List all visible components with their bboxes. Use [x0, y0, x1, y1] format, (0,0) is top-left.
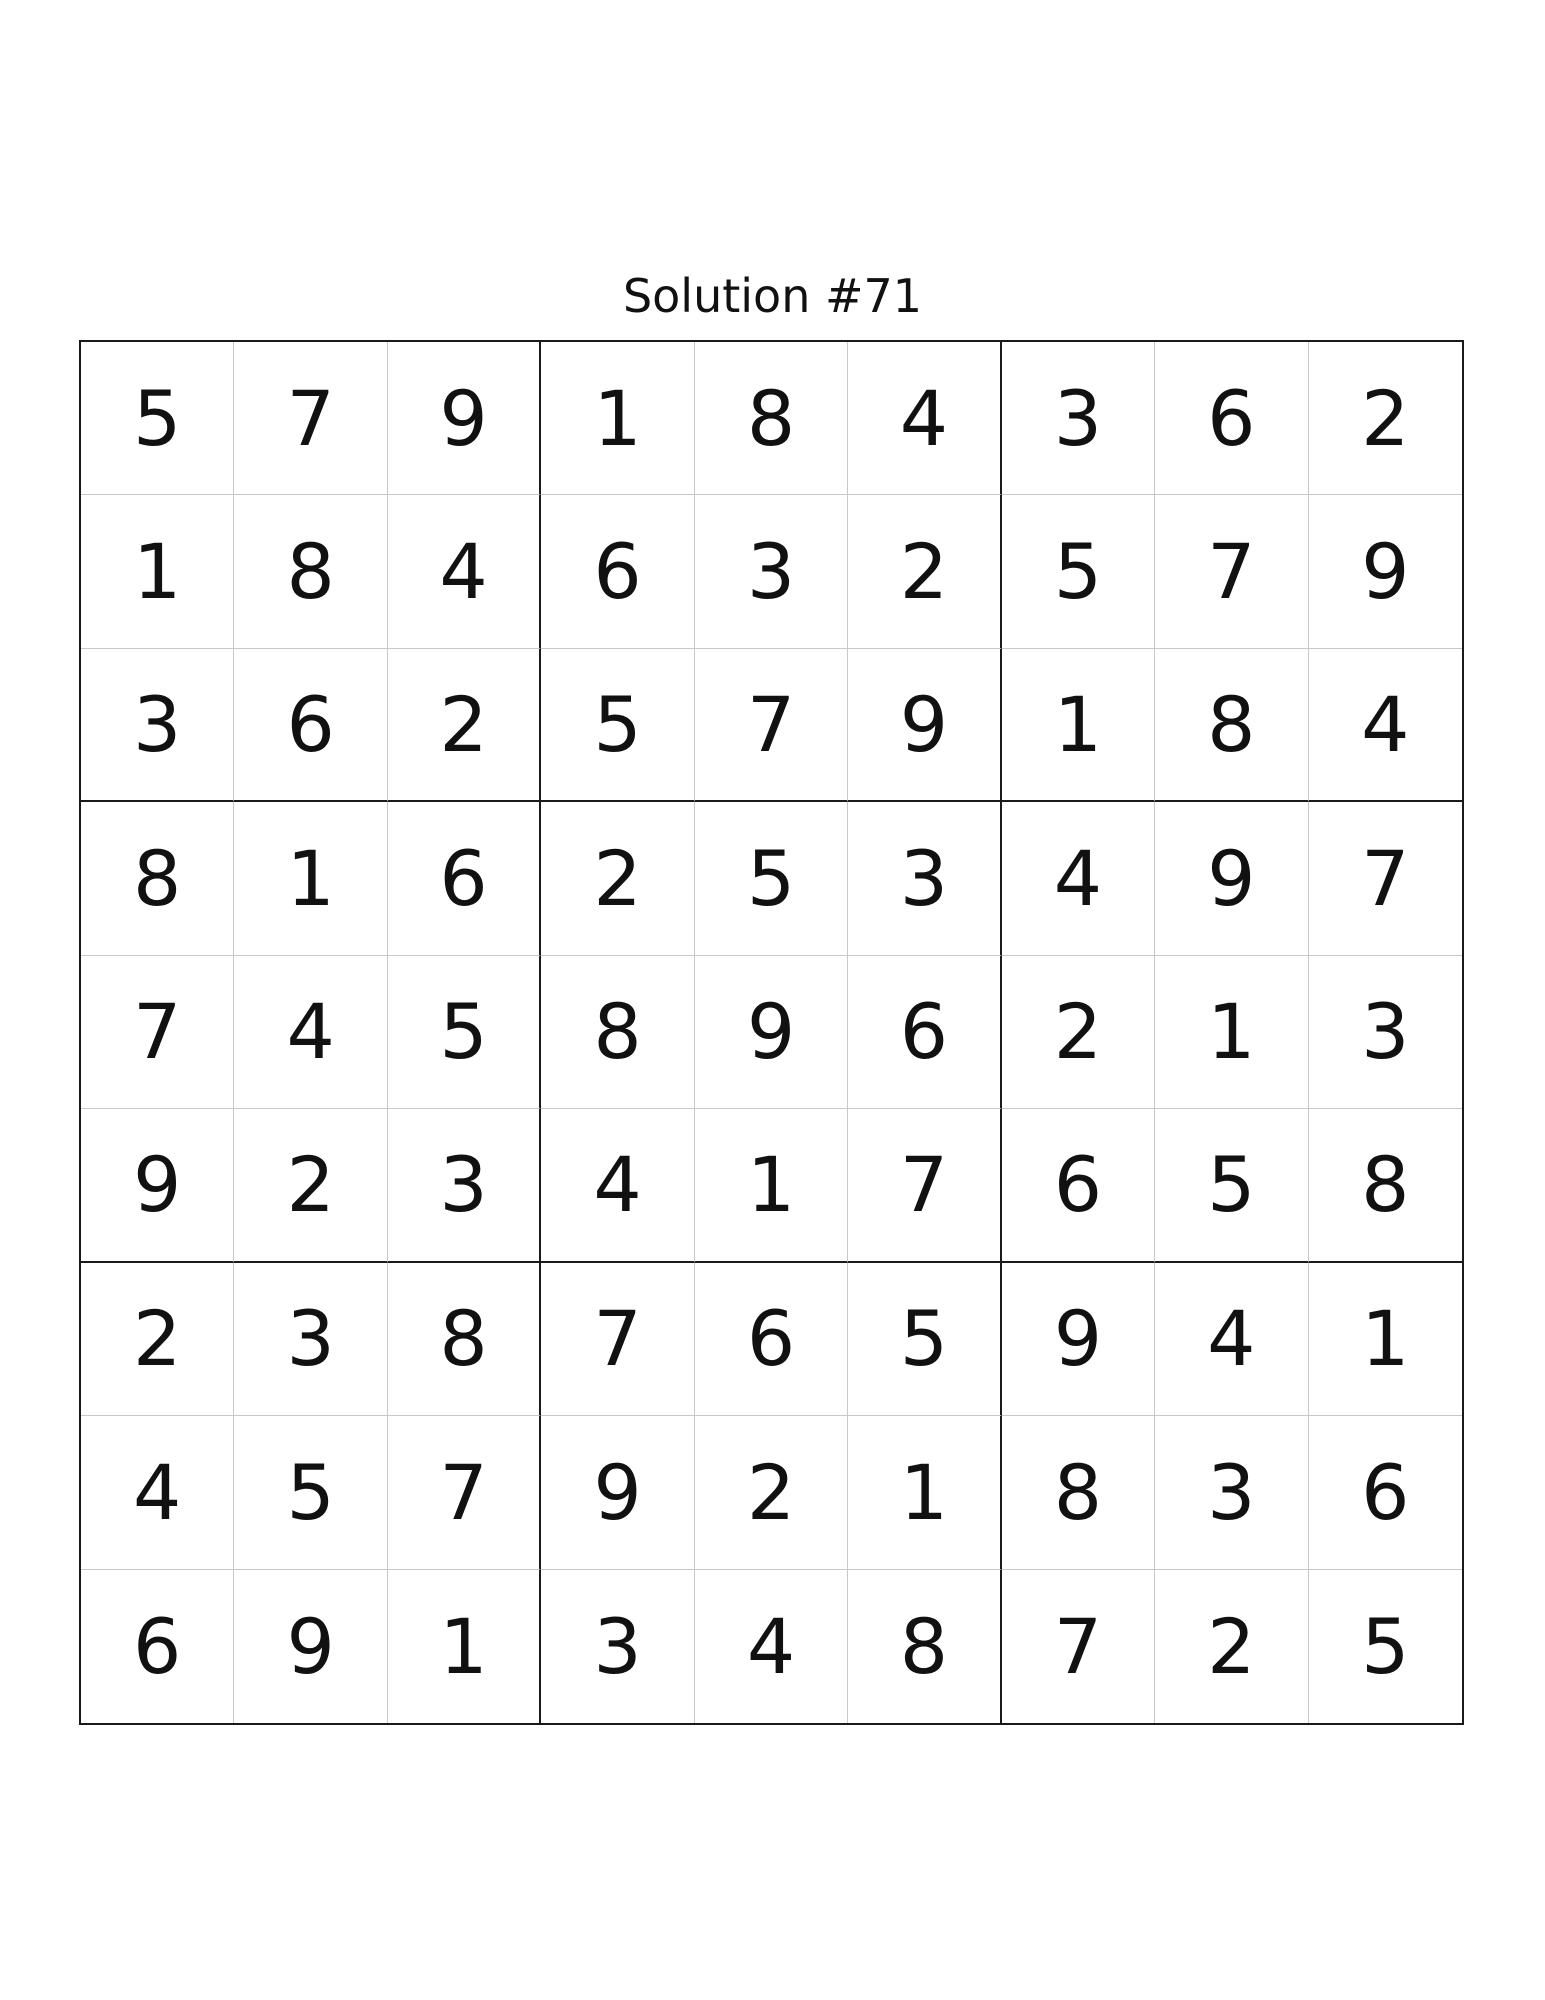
sudoku-cell: 1	[388, 1570, 541, 1723]
sudoku-cell: 9	[1155, 802, 1308, 955]
sudoku-cell: 5	[1155, 1109, 1308, 1262]
sudoku-cell: 2	[1309, 342, 1462, 495]
sudoku-cell: 6	[388, 802, 541, 955]
sudoku-cell: 7	[848, 1109, 1001, 1262]
sudoku-cell: 4	[1155, 1263, 1308, 1416]
sudoku-cell: 1	[695, 1109, 848, 1262]
sudoku-cell: 3	[388, 1109, 541, 1262]
sudoku-cell: 2	[848, 495, 1001, 648]
sudoku-cell: 2	[81, 1263, 234, 1416]
sudoku-cell: 9	[234, 1570, 387, 1723]
sudoku-cell: 8	[234, 495, 387, 648]
sudoku-cell: 3	[848, 802, 1001, 955]
puzzle-title: Solution #71	[622, 269, 923, 323]
sudoku-cell: 3	[234, 1263, 387, 1416]
sudoku-cell: 9	[695, 956, 848, 1109]
sudoku-cell: 9	[1309, 495, 1462, 648]
sudoku-cell: 8	[541, 956, 694, 1109]
sudoku-cell: 1	[848, 1416, 1001, 1569]
sudoku-cell: 4	[234, 956, 387, 1109]
sudoku-cell: 4	[388, 495, 541, 648]
sudoku-grid	[79, 340, 1464, 1725]
sudoku-cell: 5	[234, 1416, 387, 1569]
sudoku-cell: 4	[695, 1570, 848, 1723]
sudoku-cell: 5	[81, 342, 234, 495]
sudoku-cell: 5	[848, 1263, 1001, 1416]
sudoku-cell: 4	[848, 342, 1001, 495]
sudoku-cell: 6	[848, 956, 1001, 1109]
sudoku-cell: 5	[695, 802, 848, 955]
sudoku-cell: 6	[234, 649, 387, 802]
sudoku-cell: 8	[388, 1263, 541, 1416]
sudoku-cell: 8	[848, 1570, 1001, 1723]
sudoku-cell: 7	[695, 649, 848, 802]
sudoku-cell: 1	[234, 802, 387, 955]
sudoku-cell: 3	[695, 495, 848, 648]
sudoku-cell: 4	[1002, 802, 1155, 955]
sudoku-cell: 2	[234, 1109, 387, 1262]
sudoku-cell: 2	[388, 649, 541, 802]
sudoku-cell: 6	[81, 1570, 234, 1723]
sudoku-cell: 3	[81, 649, 234, 802]
sudoku-cell: 4	[81, 1416, 234, 1569]
sudoku-cell: 2	[1155, 1570, 1308, 1723]
sudoku-cell: 6	[1155, 342, 1308, 495]
sudoku-cell: 2	[695, 1416, 848, 1569]
sudoku-cell: 7	[1309, 802, 1462, 955]
sudoku-cell: 7	[388, 1416, 541, 1569]
sudoku-cell: 8	[695, 342, 848, 495]
sudoku-cell: 4	[1309, 649, 1462, 802]
sudoku-cell: 3	[1155, 1416, 1308, 1569]
sudoku-cell: 5	[1361, 1601, 1410, 1691]
sudoku-cell: 1	[541, 342, 694, 495]
sudoku-cell: 2	[541, 802, 694, 955]
sudoku-cell: 9	[388, 342, 541, 495]
sudoku-cell: 8	[1309, 1109, 1462, 1262]
sudoku-cell: 9	[1002, 1263, 1155, 1416]
sudoku-cell: 7	[1155, 495, 1308, 648]
sudoku-cell: 9	[81, 1109, 234, 1262]
sudoku-cell: 1	[1002, 649, 1155, 802]
sudoku-cell: 5	[388, 956, 541, 1109]
sudoku-cell: 1	[1309, 1263, 1462, 1416]
sudoku-cell: 3	[1002, 342, 1155, 495]
sudoku-cell: 5	[541, 649, 694, 802]
sudoku-cell: 6	[695, 1263, 848, 1416]
sudoku-cell: 4	[541, 1109, 694, 1262]
sudoku-cell: 7	[541, 1263, 694, 1416]
sudoku-cell: 8	[1002, 1416, 1155, 1569]
sudoku-cell: 9	[541, 1416, 694, 1569]
sudoku-cell: 6	[1002, 1109, 1155, 1262]
sudoku-cell: 7	[81, 956, 234, 1109]
sudoku-cell: 2	[1002, 956, 1155, 1109]
sudoku-cell: 7	[234, 342, 387, 495]
sudoku-cell: 8	[81, 802, 234, 955]
sudoku-cell: 1	[1155, 956, 1308, 1109]
sudoku-cell: 3	[541, 1570, 694, 1723]
sudoku-cell: 6	[1309, 1416, 1462, 1569]
sudoku-cell: 8	[1155, 649, 1308, 802]
sudoku-cell: 1	[81, 495, 234, 648]
sudoku-cell: 6	[541, 495, 694, 648]
sudoku-cell: 5	[1002, 495, 1155, 648]
sudoku-cell: 7	[1002, 1570, 1155, 1723]
sudoku-cell: 9	[848, 649, 1001, 802]
sudoku-cell: 3	[1309, 956, 1462, 1109]
